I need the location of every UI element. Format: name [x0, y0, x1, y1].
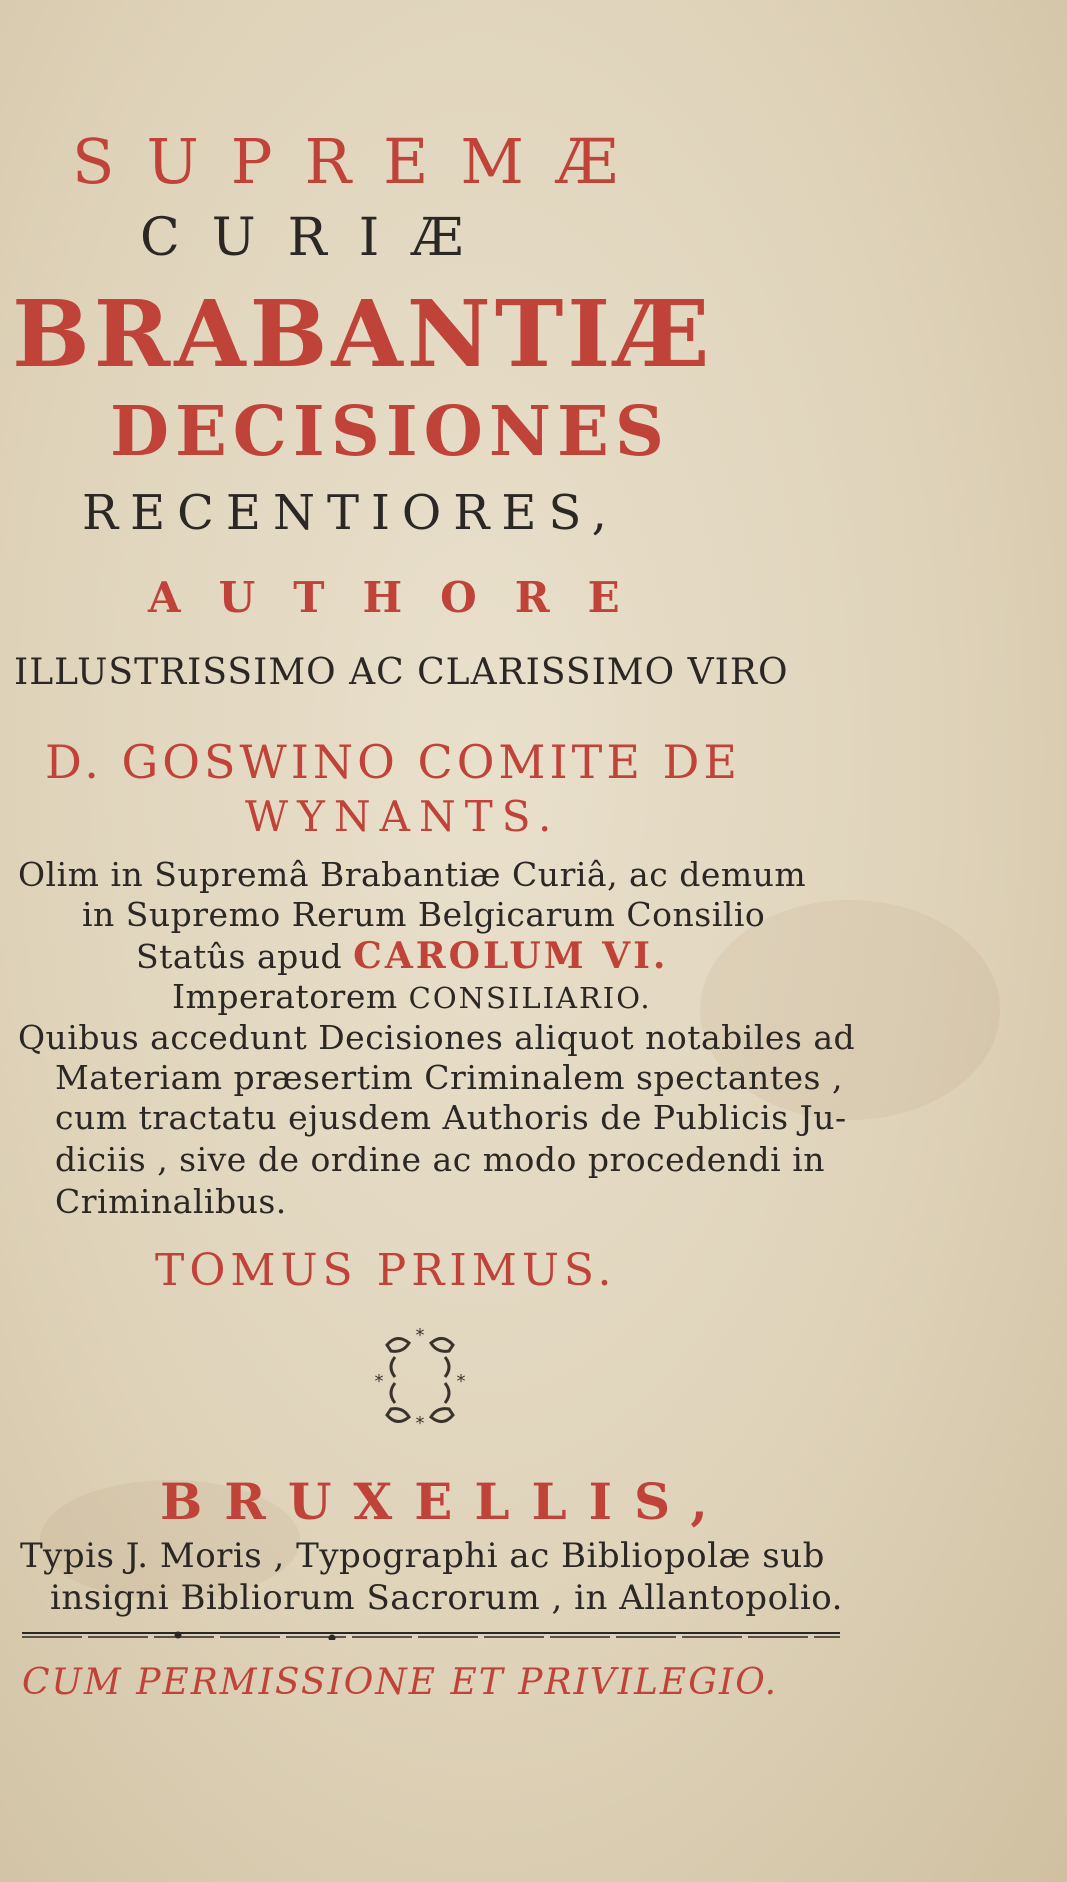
- offices-line-2: in Supremo Rerum Belgicarum Consilio: [82, 895, 766, 934]
- contents-line-2: Materiam præsertim Criminalem spectantes ,: [55, 1058, 843, 1097]
- offices-line-4b: CONSILIARIO.: [408, 981, 652, 1015]
- volume-label: TOMUS PRIMUS.: [155, 1245, 617, 1296]
- contents-line-5: Criminalibus.: [55, 1182, 287, 1221]
- author-surname: WYNANTS.: [245, 792, 561, 841]
- title-line-decisiones: DECISIONES: [110, 392, 670, 472]
- offices-line-1: Olim in Supremâ Brabantiæ Curiâ, ac demum: [18, 855, 807, 894]
- offices-line-4a: Imperatorem: [172, 977, 398, 1016]
- place-of-publication: BRUXELLIS,: [160, 1472, 730, 1531]
- title-line-curiae: CURIÆ: [140, 208, 496, 268]
- emperor-name: CAROLUM VI.: [353, 935, 669, 977]
- svg-text:*: *: [456, 1371, 466, 1392]
- imprint-line-1: Typis J. Moris , Typographi ac Bibliopolæ sub: [20, 1536, 825, 1576]
- title-line-supremae: SUPREMÆ: [72, 125, 650, 198]
- author-epithet: ILLUSTRISSIMO AC CLARISSIMO VIRO: [14, 652, 789, 693]
- title-line-brabantiae: BRABANTIÆ: [12, 280, 714, 388]
- imprint-line-2: insigni Bibliorum Sacrorum , in Allantopolio.: [50, 1578, 843, 1618]
- contents-line-4: diciis , sive de ordine ac modo procedendi in: [55, 1140, 826, 1179]
- svg-text:*: *: [374, 1371, 384, 1392]
- author-name: D. GOSWINO COMITE DE: [45, 735, 742, 789]
- title-line-recentiores: RECENTIORES,: [82, 485, 619, 541]
- svg-text:*: *: [415, 1413, 425, 1434]
- contents-line-1: Quibus accedunt Decisiones aliquot notabiles ad: [18, 1018, 856, 1057]
- privilege-statement: CUM PERMISSIONE ET PRIVILEGIO.: [22, 1662, 779, 1703]
- offices-line-3a: Statûs apud: [136, 937, 343, 976]
- printer-fleuron-icon: [365, 1325, 475, 1435]
- double-rule-divider: [22, 1630, 840, 1640]
- title-line-authore: AUTHORE: [148, 573, 658, 622]
- contents-line-3: cum tractatu ejusdem Authoris de Publicis Ju-: [55, 1098, 847, 1137]
- svg-text:*: *: [415, 1325, 425, 1346]
